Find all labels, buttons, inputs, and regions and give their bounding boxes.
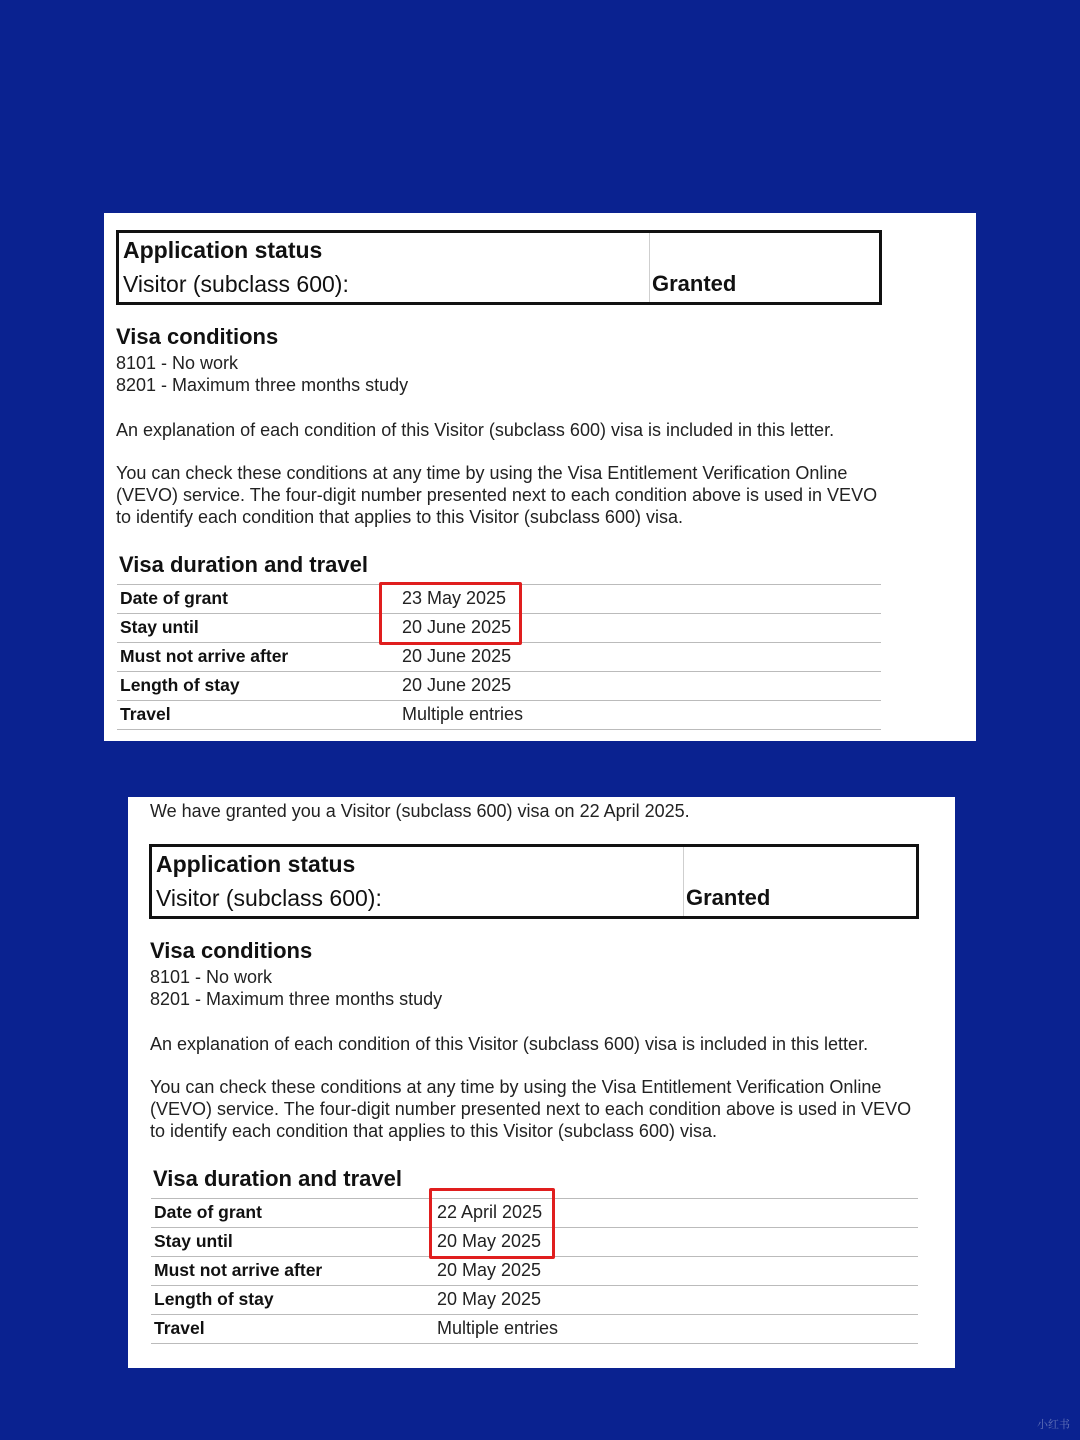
status-title: Application status xyxy=(156,851,356,877)
grant-intro: We have granted you a Visitor (subclass 600) visa on 22 April 2025. xyxy=(150,801,690,821)
table-row xyxy=(151,1286,918,1315)
vevo-paragraph: You can check these conditions at any time by using the Visa Entitlement Verification Online (VEVO) service. The four-digit number presented next to each condition above is used in VEVO to identify each condition that applies to this Visitor (subclass 600) visa. xyxy=(116,463,878,527)
row-label: Stay until xyxy=(120,617,199,637)
row-label: Length of stay xyxy=(120,675,240,695)
row-label: Date of grant xyxy=(120,588,228,608)
row-label: Travel xyxy=(120,704,171,724)
row-label: Date of grant xyxy=(154,1202,262,1222)
application-status-box xyxy=(116,230,882,305)
conditions-heading: Visa conditions xyxy=(150,938,313,963)
row-label: Must not arrive after xyxy=(120,646,289,666)
row-value: Multiple entries xyxy=(402,704,524,724)
row-value: 20 May 2025 xyxy=(437,1260,542,1280)
status-result: Granted xyxy=(652,271,737,296)
row-value: Multiple entries xyxy=(437,1318,559,1338)
date-highlight-box xyxy=(379,582,522,645)
condition-item: 8101 - No work xyxy=(150,967,273,987)
row-value: 20 June 2025 xyxy=(402,675,512,695)
row-value: 22 April 2025 xyxy=(437,1202,543,1222)
condition-item: 8201 - Maximum three months study xyxy=(116,375,409,395)
status-result: Granted xyxy=(686,885,771,910)
row-value: 20 June 2025 xyxy=(402,646,512,666)
row-label: Stay until xyxy=(154,1231,233,1251)
visa-type: Visitor (subclass 600): xyxy=(156,885,382,911)
condition-item: 8201 - Maximum three months study xyxy=(150,989,443,1009)
status-column-divider xyxy=(683,847,684,916)
table-row xyxy=(151,1257,918,1286)
row-value: 20 May 2025 xyxy=(437,1231,542,1251)
row-label: Must not arrive after xyxy=(154,1260,323,1280)
table-row xyxy=(117,643,881,672)
table-row xyxy=(117,701,881,730)
watermark-logo: 小红书 xyxy=(1037,1419,1070,1431)
condition-item: 8101 - No work xyxy=(116,353,239,373)
vevo-paragraph: You can check these conditions at any time by using the Visa Entitlement Verification Online (VEVO) service. The four-digit number presented next to each condition above is used in VEVO to identify each condition that applies to this Visitor (subclass 600) visa. xyxy=(150,1077,912,1141)
status-column-divider xyxy=(649,233,650,302)
date-highlight-box xyxy=(429,1188,555,1259)
table-row xyxy=(117,672,881,701)
visa-letter-excerpt-1 xyxy=(104,213,976,741)
visa-letter-excerpt-2 xyxy=(128,797,955,1368)
row-label: Length of stay xyxy=(154,1289,274,1309)
application-status-box xyxy=(149,844,919,919)
row-value: 20 May 2025 xyxy=(437,1289,542,1309)
row-label: Travel xyxy=(154,1318,205,1338)
row-value: 23 May 2025 xyxy=(402,588,507,608)
conditions-heading: Visa conditions xyxy=(116,324,279,349)
conditions-explanation: An explanation of each condition of this Visitor (subclass 600) visa is included in this letter. xyxy=(116,420,835,440)
table-row xyxy=(151,1315,918,1344)
conditions-explanation: An explanation of each condition of this Visitor (subclass 600) visa is included in this letter. xyxy=(150,1034,869,1054)
duration-heading: Visa duration and travel xyxy=(119,552,369,577)
status-title: Application status xyxy=(123,237,323,263)
duration-heading: Visa duration and travel xyxy=(153,1166,403,1191)
visa-type: Visitor (subclass 600): xyxy=(123,271,349,297)
row-value: 20 June 2025 xyxy=(402,617,512,637)
